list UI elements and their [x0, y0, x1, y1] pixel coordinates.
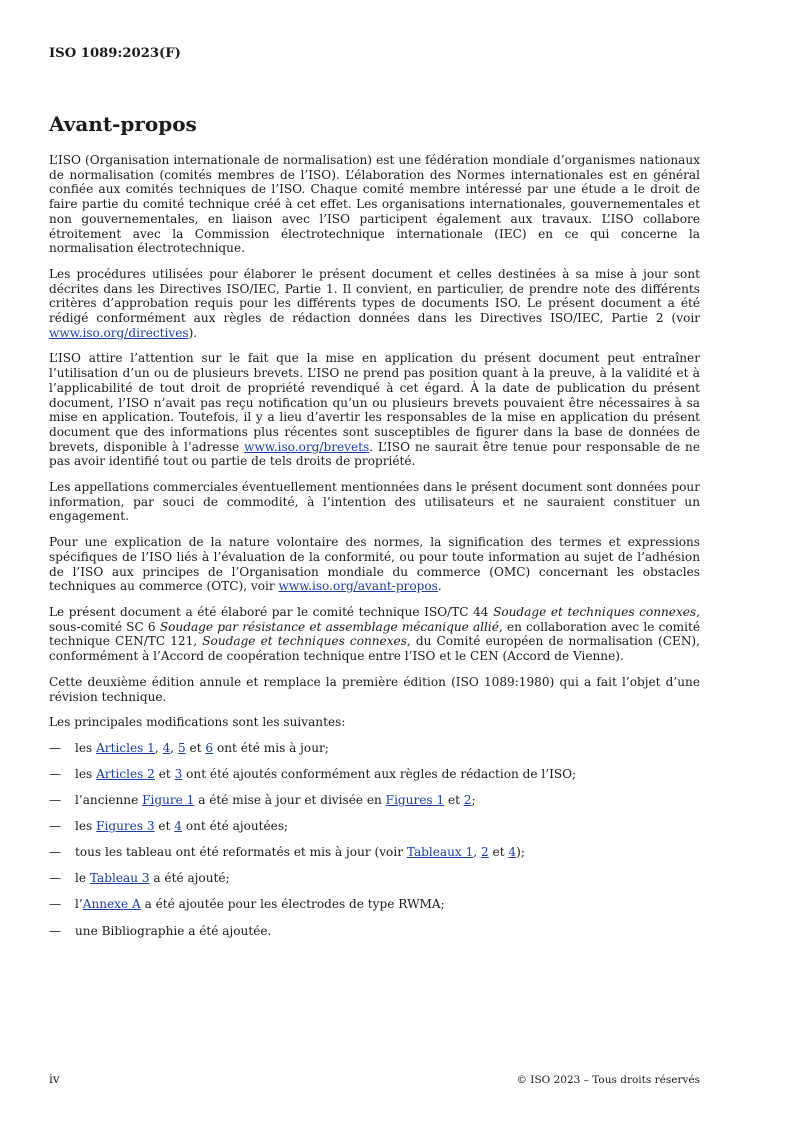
paragraph-voluntary-end: .	[437, 579, 442, 594]
directives-link[interactable]: www.iso.org/directives	[49, 325, 189, 340]
table-4-link[interactable]: 4	[508, 845, 517, 860]
list-text: et	[185, 740, 206, 755]
table-2-link[interactable]: 2	[481, 845, 489, 860]
list-dash: —	[49, 767, 62, 781]
list-item	[49, 845, 700, 860]
paragraph-patents-end: . L’ISO ne saurait être tenue pour responsable de ne pas avoir identifié tout ou partie de tels droits de propriété.	[49, 439, 700, 469]
paragraph-voluntary-text: Pour une explication de la nature volontaire des normes, la signification des termes et expressions spécifiques de l’ISO liés à l’évaluation de la conformité, ou pour toute information au sujet de l’adhésion de l’ISO aux principes de l’Organisation mondiale du commerce (OMC) concernant les obstacles techniques au commerce (OTC), voir	[49, 535, 700, 594]
changes-list	[49, 741, 700, 938]
list-text: et	[154, 767, 175, 781]
list-text: et	[444, 793, 464, 808]
document-body	[49, 153, 700, 950]
list-text: l’ancienne	[75, 793, 143, 808]
list-item	[49, 897, 700, 912]
articles-2-link[interactable]: Articles 2	[96, 767, 155, 781]
document-id-header: ISO 1089:2023(F)	[49, 46, 181, 61]
list-item	[49, 741, 700, 756]
paragraph-procedures-text: Les procédures utilisées pour élaborer le présent document et celles destinées à sa mise à jour sont décrites dans les Directives ISO/IEC, Partie 1. Il convient, en particulier, de prendre note des différents critères d’approbation requis pour les différents types de documents ISO. Le présent document a été rédigé conformément aux règles de rédaction données dans les Directives ISO/IEC, Partie 2 (voir	[49, 266, 700, 326]
cen-committee-title-italic: Soudage et techniques connexes	[202, 634, 407, 649]
figures-1-link[interactable]: Figures 1	[385, 793, 445, 808]
list-dash: —	[49, 897, 62, 912]
article-5-link[interactable]: 5	[177, 740, 186, 755]
paragraph-patents-text: L’ISO attire l’attention sur le fait que la mise en application du présent document peut entraîner l’utilisation d’un ou de plusieurs brevets. L’ISO ne prend pas position quant à la preuve, à la validité et à l’applicabilité de tout droit de propriété revendiqué à cet égard. À la date de publication du présent document, l’ISO n’avait pas reçu notification qu’un ou plusieurs brevets pouvaient être nécessaires à sa mise en application. Toutefois, il y a lieu d’avertir les responsables de la mise en application du présent document que des informations plus récentes sont susceptibles de figurer dans la base de données de brevets, disponible à l’adresse	[49, 351, 700, 454]
figure-1-link[interactable]: Figure 1	[142, 793, 195, 808]
list-text: ,	[473, 845, 481, 860]
paragraph-iso-intro: L’ISO (Organisation internationale de normalisation) est une fédération mondiale d’organismes nationaux de normalisation (comités membres de l’ISO). L’élaboration des Normes internationales est en général confiée aux comités techniques de l’ISO. Chaque comité membre intéressé par une étude a le droit de faire partie du comité technique créé à cet effet. Les organisations internationales, gouvernementales et non gouvernementales, en liaison avec l’ISO participent également aux travaux. L’ISO collabore étroitement avec la Commission électrotechnique internationale (IEC) en ce qui concerne la normalisation électrotechnique.	[49, 153, 700, 256]
list-text: le	[75, 871, 90, 886]
figure-2-link[interactable]: 2	[463, 793, 472, 808]
list-text: ont été mis à jour;	[213, 740, 329, 755]
committee-text-g: , du Comité européen de normalisation (CEN), conformément à l’Accord de coopération technique entre l’ISO et le CEN (Accord de Vienne).	[49, 634, 700, 664]
list-text: ont été ajoutées;	[181, 819, 289, 834]
list-text: a été mise à jour et divisée en	[194, 793, 386, 808]
list-text: et	[488, 845, 509, 860]
list-dash: —	[49, 819, 62, 834]
paragraph-committee	[49, 605, 700, 664]
committee-text-c: , sous-comité SC 6	[49, 604, 700, 634]
paragraph-procedures-end: ).	[188, 325, 198, 340]
committee-title-italic: Soudage et techniques connexes	[493, 604, 697, 619]
list-text: ,	[170, 740, 178, 755]
page-number: iv	[49, 1072, 60, 1086]
list-text: ,	[154, 740, 163, 755]
list-text: les	[75, 767, 97, 781]
list-item	[49, 924, 700, 939]
patents-link[interactable]: www.iso.org/brevets	[244, 439, 370, 454]
list-text: a été ajoutée pour les électrodes de type RWMA;	[140, 897, 445, 912]
article-4-link[interactable]: 4	[162, 740, 171, 755]
articles-1-link[interactable]: Articles 1	[96, 740, 155, 755]
list-text: tous les tableau ont été reformatés et mis à jour (voir	[75, 845, 407, 860]
annex-a-link[interactable]: Annexe A	[82, 897, 141, 912]
figure-4-link[interactable]: 4	[174, 819, 182, 834]
list-text: les	[75, 740, 97, 755]
list-text: l’	[75, 897, 83, 912]
list-dash: —	[49, 793, 62, 808]
list-text: une Bibliographie a été ajoutée.	[75, 923, 272, 938]
list-dash: —	[49, 740, 62, 755]
article-3-link[interactable]: 3	[174, 767, 183, 781]
list-dash: —	[49, 923, 62, 938]
list-text: );	[516, 845, 525, 860]
list-item	[49, 871, 700, 886]
copyright-notice: © ISO 2023 – Tous droits réservés	[516, 1074, 700, 1086]
table-3-link[interactable]: Tableau 3	[89, 871, 150, 886]
paragraph-patents	[49, 351, 700, 469]
list-text: les	[75, 819, 97, 834]
paragraph-changes-intro: Les principales modifications sont les suivantes:	[49, 715, 346, 730]
list-text: a été ajouté;	[149, 871, 230, 886]
committee-text-a: Le présent document a été élaboré par le comité technique ISO/TC 44	[49, 604, 494, 619]
list-dash: —	[49, 871, 62, 886]
committee-text-e: , en collaboration avec le comité technique CEN/TC 121,	[49, 619, 701, 649]
article-6-link[interactable]: 6	[205, 740, 214, 755]
page-title: Avant-propos	[49, 112, 197, 136]
list-dash: —	[49, 845, 62, 860]
list-text: et	[154, 819, 175, 834]
list-item	[49, 793, 700, 808]
list-text: ;	[471, 793, 476, 808]
tables-1-link[interactable]: Tableaux 1	[406, 845, 474, 860]
figures-3-link[interactable]: Figures 3	[96, 819, 155, 834]
list-item	[49, 819, 700, 834]
subcommittee-title-italic: Soudage par résistance et assemblage mécanique allié	[159, 619, 499, 634]
paragraph-voluntary-nature	[49, 535, 700, 594]
paragraph-procedures	[49, 267, 700, 341]
list-item	[49, 767, 700, 782]
paragraph-edition: Cette deuxième édition annule et remplace la première édition (ISO 1089:1980) qui a fait l’objet d’une révision technique.	[49, 674, 700, 704]
foreword-link[interactable]: www.iso.org/avant-propos	[278, 579, 438, 594]
list-text: ont été ajoutés conformément aux règles de rédaction de l’ISO;	[182, 767, 577, 781]
paragraph-trade-names: Les appellations commerciales éventuellement mentionnées dans le présent document sont données pour information, par souci de commodité, à l’intention des utilisateurs et ne sauraient constituer un engagement.	[49, 480, 700, 524]
